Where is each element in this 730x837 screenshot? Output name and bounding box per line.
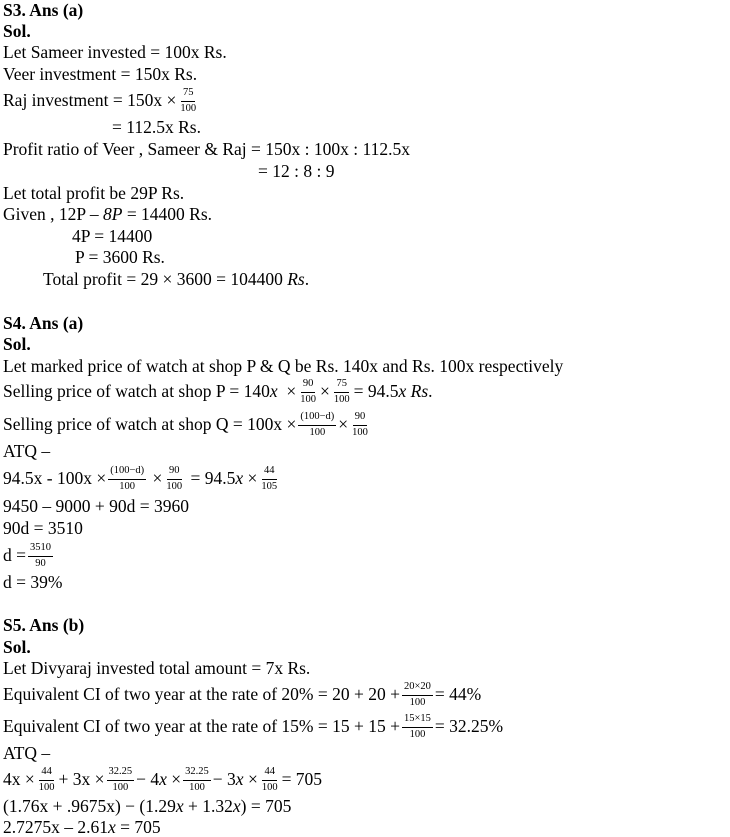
s5-line-1: Let Divyaraj invested total amount = 7x Rs. <box>3 658 311 678</box>
s3-line-3 <box>3 86 200 116</box>
s5-line-2-b: = 44% <box>434 684 482 705</box>
s3-line-8 <box>3 206 212 224</box>
fraction-denominator: 100 <box>180 102 197 114</box>
fraction-denominator: 100 <box>112 781 129 793</box>
s4-line-5-c: = 94.5 <box>190 468 236 489</box>
s5-line-7-a: 2.7275x – 2.61 <box>3 817 108 837</box>
s5-line-5-i: × <box>247 769 258 790</box>
fraction-denominator: 100 <box>261 781 278 793</box>
s5-line-2 <box>3 679 481 711</box>
s3-line-11-a: Total profit = 29 × 3600 = 104400 <box>43 269 283 289</box>
s4-line-2-b: × <box>286 381 297 402</box>
s3-line-4: = 112.5x Rs. <box>112 117 201 137</box>
s5-line-5-e: × <box>171 769 182 790</box>
s5-line-6-d: x <box>232 796 241 816</box>
s3-line-2: Veer investment = 150x Rs. <box>3 64 198 84</box>
s5-line-5-fraction-2 <box>107 766 135 793</box>
s5-line-5-d: x <box>159 769 167 790</box>
s3-line-10: P = 3600 Rs. <box>75 247 165 267</box>
s5-line-4: ATQ – <box>3 743 51 763</box>
s4-line-2-fraction-2 <box>332 378 352 405</box>
fraction-numerator: 90 <box>353 411 368 425</box>
s5-line-3-fraction <box>402 713 433 740</box>
s5-line-7 <box>3 819 161 837</box>
fraction-denominator: 100 <box>38 781 55 793</box>
fraction-denominator: 100 <box>309 426 326 438</box>
s3-line-8-b: 8P <box>102 204 123 224</box>
s5-line-6-c: + 1.32 <box>188 796 233 816</box>
s5-line-3-a: Equivalent CI of two year at the rate of 15% = 15 + 15 + <box>3 716 400 737</box>
fraction-numerator: 3510 <box>28 542 53 556</box>
s3-sol-label: Sol. <box>3 21 31 41</box>
s3-line-11-b: Rs <box>287 269 305 289</box>
s4-line-8-fraction <box>28 542 53 569</box>
s3-line-6: = 12 : 8 : 9 <box>258 161 335 181</box>
fraction-numerator: 32.25 <box>183 766 211 780</box>
s4-line-3 <box>3 409 372 441</box>
fraction-numerator: 15×15 <box>402 713 433 727</box>
fraction-denominator: 90 <box>35 557 46 569</box>
s3-line-11 <box>43 271 309 289</box>
s4-line-2-c: × <box>319 381 330 402</box>
s5-line-2-a: Equivalent CI of two year at the rate of 20% = 20 + 20 + <box>3 684 400 705</box>
s5-line-5-fraction-4 <box>260 766 280 793</box>
s5-line-5-fraction-3 <box>183 766 211 793</box>
s4-line-2-e: x Rs <box>398 381 429 402</box>
s5-sol-label: Sol. <box>3 637 31 657</box>
s4-line-9: d = 39% <box>3 572 63 592</box>
s4-line-3-fraction-1 <box>298 411 336 438</box>
s4-line-2-fraction-1 <box>298 378 318 405</box>
s3-line-3-text: Raj investment = 150x × <box>3 90 177 111</box>
s5-line-5-g: − 3 <box>212 769 236 790</box>
s5-line-5-c: − 4 <box>136 769 160 790</box>
s5-line-5-b: + 3x × <box>58 769 105 790</box>
fraction-numerator: 90 <box>301 378 316 392</box>
fraction-denominator: 100 <box>409 696 426 708</box>
s3-heading: S3. Ans (a) <box>3 0 84 20</box>
s4-line-2-d: = 94.5 <box>353 381 399 402</box>
s5-line-5-a: 4x × <box>3 769 35 790</box>
s4-line-5-fraction-2 <box>164 465 184 492</box>
s3-line-8-c: = 14400 Rs. <box>126 204 213 224</box>
s3-line-9: 4P = 14400 <box>72 226 153 246</box>
s4-line-5-b: × <box>152 468 163 489</box>
s5-line-6-a: (1.76x + .9675x) − (1.29 <box>3 796 176 816</box>
s5-line-6 <box>3 798 291 816</box>
s5-line-7-c: = 705 <box>120 817 161 837</box>
s3-line-8-a: Given , 12P – <box>3 204 99 224</box>
fraction-numerator: 44 <box>262 465 277 479</box>
s4-line-3-a: Selling price of watch at shop Q = 100x × <box>3 414 297 435</box>
s4-heading: S4. Ans (a) <box>3 313 84 333</box>
fraction-denominator: 100 <box>119 480 136 492</box>
s4-line-2-a: Selling price of watch at shop P = 140 <box>3 381 270 402</box>
s5-line-5 <box>3 763 322 797</box>
s4-line-3-b: × <box>338 414 349 435</box>
s5-line-6-e: ) = 705 <box>240 796 292 816</box>
s3-line-7: Let total profit be 29P Rs. <box>3 183 185 203</box>
s4-line-2 <box>3 376 433 408</box>
fraction-denominator: 100 <box>352 426 368 438</box>
fraction-denominator: 100 <box>189 781 205 793</box>
s5-line-5-j: = 705 <box>281 769 323 790</box>
fraction-numerator: 44 <box>39 766 54 780</box>
s3-line-11-c: . <box>304 269 310 289</box>
fraction-numerator: 90 <box>167 465 182 479</box>
s3-line-1: Let Sameer invested = 100x Rs. <box>3 42 227 62</box>
s4-line-8 <box>3 540 55 572</box>
fraction-numerator: (100−d) <box>298 411 336 425</box>
s5-line-5-h: x <box>235 769 244 790</box>
fraction-denominator: 105 <box>261 480 278 492</box>
s4-line-5-e: × <box>247 468 258 489</box>
s5-line-3-b: = 32.25% <box>434 716 504 737</box>
fraction-denominator: 100 <box>166 480 183 492</box>
s4-line-7: 90d = 3510 <box>3 518 83 538</box>
s4-line-4: ATQ – <box>3 441 51 461</box>
s4-line-1: Let marked price of watch at shop P & Q be Rs. 140x and Rs. 100x respectively <box>3 356 564 376</box>
s4-line-5-fraction-1 <box>108 465 146 492</box>
fraction-numerator: 32.25 <box>107 766 135 780</box>
s5-line-6-b: x <box>175 796 184 816</box>
fraction-numerator: 20×20 <box>402 681 433 695</box>
fraction-numerator: 75 <box>334 378 349 392</box>
s5-line-3 <box>3 711 503 743</box>
s4-line-5 <box>3 462 281 496</box>
s4-sol-label: Sol. <box>3 334 31 354</box>
s5-heading: S5. Ans (b) <box>3 615 85 635</box>
s4-line-2-x: x <box>269 381 278 402</box>
s4-line-8-a: d = <box>3 545 26 566</box>
fraction-numerator: 44 <box>262 766 277 780</box>
s3-line-5: Profit ratio of Veer , Sameer & Raj = 150x : 100x : 112.5x <box>3 139 410 159</box>
s4-line-6: 9450 – 9000 + 90d = 3960 <box>3 496 189 516</box>
s4-line-3-fraction-2 <box>350 411 370 438</box>
s3-line-3-fraction <box>178 87 198 114</box>
fraction-denominator: 100 <box>409 728 426 740</box>
fraction-denominator: 100 <box>333 393 350 405</box>
s5-line-5-fraction-1 <box>37 766 57 793</box>
s4-line-5-a: 94.5x - 100x × <box>3 468 107 489</box>
fraction-numerator: 75 <box>181 87 196 101</box>
fraction-numerator: (100−d) <box>108 465 146 479</box>
s5-line-2-fraction <box>402 681 433 708</box>
s5-line-7-b: x <box>108 817 116 837</box>
s4-line-2-f: . <box>428 381 433 402</box>
s4-line-5-d: x <box>235 468 244 489</box>
s4-line-5-fraction-3 <box>259 465 279 492</box>
fraction-denominator: 100 <box>300 393 316 405</box>
